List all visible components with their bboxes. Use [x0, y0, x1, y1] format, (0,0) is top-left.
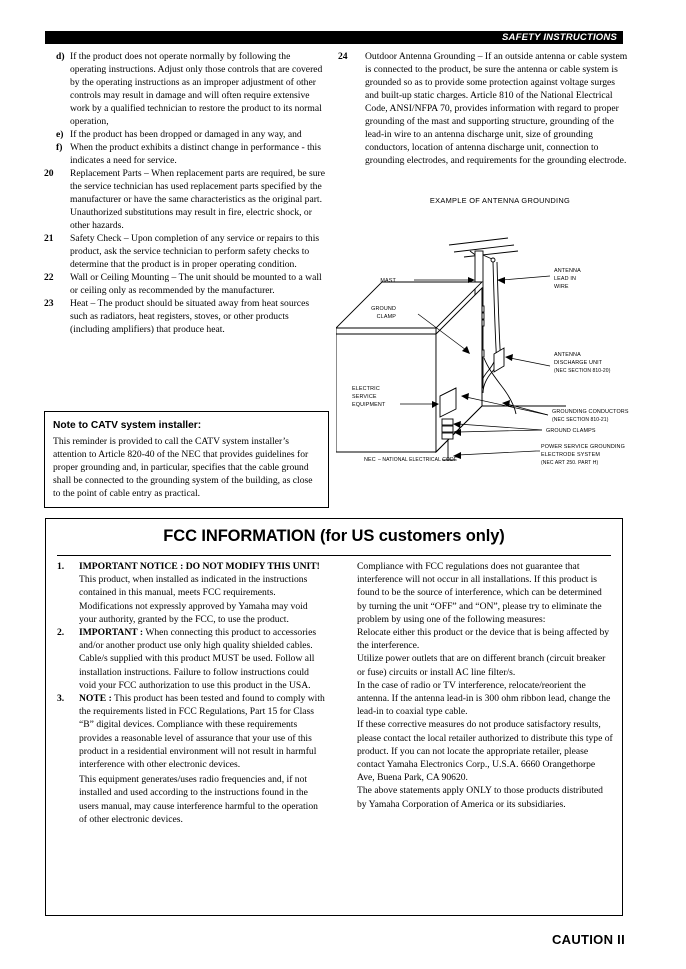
antenna-discharge-unit-box — [494, 348, 504, 372]
list-item — [44, 167, 327, 232]
discharge-unit-label-line3: (NEC SECTION 810-20) — [554, 368, 611, 374]
list-marker: d) — [56, 51, 65, 62]
catv-note-title: Note to CATV system installer: — [53, 420, 202, 431]
catv-note-body: This reminder is provided to call the CATV system installer’s attention to Article 820-40 of the NEC that provides guidelines for proper grounding and, in particular, specifies that the cable ground shall be connected to the grounding system of the building, as close to the point of cable entry as practical. — [53, 436, 313, 499]
list-marker: f) — [56, 142, 63, 153]
fcc-item-text-2: This equipment generates/uses radio frequencies and, if not installed and used according to the instructions found in the users manual, may cause interference harmful to the operation of other electronic devices. — [79, 774, 318, 825]
fcc-item-text: This product has been tested and found to comply with the requirements listed in FCC Regulations, Part 15 for Class “B” digital devices. Compliance with these requirements provides a reasonable level of assurance that your use of this product in a residential environment will not result in harmful interference with other electronic devices. — [79, 693, 325, 771]
antenna-lead-label-line3: WIRE — [554, 284, 569, 290]
nec-footnote-prefix: NEC — [364, 457, 376, 463]
nec-footnote-label: – NATIONAL ELECTRICAL CODE — [378, 457, 458, 463]
fcc-item-heading: NOTE : — [79, 693, 112, 705]
list-item — [44, 232, 327, 271]
fcc-list-body — [79, 560, 325, 626]
antenna-grounding-diagram — [336, 196, 656, 466]
list-text: Safety Check – Upon completion of any service or repairs to this product, ask the service technician to perform safety checks to determine that the product is in proper operating condition. — [70, 233, 320, 270]
fcc-item-text: When connecting this product to accessories and/or another product use only high quality shielded cables. Cable/s supplied with this product MUST be used. Follow all installation instructions. Failure to follow instructions could void your FCC authorization to use this product in the USA. — [79, 627, 317, 691]
list-marker: 24 — [338, 51, 348, 62]
fcc-list-item — [57, 692, 325, 826]
antenna-icon — [449, 238, 518, 260]
electric-service-label-line1: ELECTRIC — [352, 386, 380, 392]
power-service-label-line1: POWER SERVICE GROUNDING — [541, 444, 625, 450]
ground-clamps-label: GROUND CLAMPS — [546, 428, 596, 434]
fcc-list-body — [79, 692, 325, 826]
page-header-title: SAFETY INSTRUCTIONS — [502, 32, 617, 43]
mast-label: MAST — [380, 278, 396, 284]
ground-clamp-label-line1: GROUND — [371, 306, 396, 312]
electric-service-label-line3: EQUIPMENT — [352, 402, 386, 408]
page-footer: CAUTION II — [551, 932, 625, 947]
fcc-paragraph: Compliance with FCC regulations does not guarantee that interference will not occur in all installations. If this product is found to be the source of interference, which can be determined by turning the unit “OFF” and “ON”, please try to eliminate the problem by using one of the following measures: — [357, 561, 602, 625]
grounding-conductors-label-line2: (NEC SECTION 810-21) — [552, 417, 609, 423]
list-item — [338, 50, 628, 167]
antenna-lead-label-line1: ANTENNA — [554, 268, 581, 274]
ground-clamps-base — [442, 419, 453, 439]
discharge-unit-label-line2: DISCHARGE UNIT — [554, 360, 603, 366]
fcc-title-divider — [57, 555, 611, 556]
list-item — [44, 271, 327, 297]
list-item — [44, 128, 327, 141]
page-header-bar — [45, 31, 623, 44]
fcc-paragraph: The above statements apply ONLY to those products distributed by Yamaha Corporation of America or its subsidiaries. — [357, 785, 603, 810]
list-marker: 20 — [44, 168, 54, 179]
list-marker: 22 — [44, 272, 54, 283]
list-text: When the product exhibits a distinct change in performance - this indicates a need for service. — [70, 142, 321, 166]
left-column-safety-list — [44, 50, 327, 336]
fcc-paragraph: Relocate either this product or the device that is being affected by the interference. — [357, 627, 610, 652]
fcc-right-column — [357, 560, 613, 811]
list-text: Replacement Parts – When replacement parts are required, be sure the service technician has used replacement parts specified by the manufacturer or have the same characteristics as the original part. Unauthorized substitutions may result in fire, electric shock, or other hazards. — [70, 168, 326, 231]
fcc-list-item — [57, 560, 325, 626]
discharge-unit-label-line1: ANTENNA — [554, 352, 581, 358]
list-item — [44, 50, 327, 128]
list-marker: e) — [56, 129, 64, 140]
fcc-title: FCC INFORMATION (for US customers only) — [163, 527, 505, 545]
fcc-item-text: This product, when installed as indicated in the instructions contained in this manual, meets FCC requirements. Modifications not expressly approved by Yamaha may void your authority, granted by the FCC, to use the product. — [79, 574, 308, 625]
list-marker: 21 — [44, 233, 54, 244]
fcc-list-item — [57, 626, 325, 692]
ground-clamp-label-line2: CLAMP — [376, 314, 396, 320]
power-service-label-line2: ELECTRODE SYSTEM — [541, 452, 601, 458]
list-item — [44, 141, 327, 167]
fcc-paragraph: In the case of radio or TV interference, relocate/reorient the antenna. If the antenna lead-in is 300 ohm ribbon lead, change the lead-in to coaxial type cable. — [357, 679, 611, 718]
list-item — [44, 297, 327, 336]
fcc-list-marker: 3. — [57, 693, 65, 705]
grounding-conductors-label-line1: GROUNDING CONDUCTORS — [552, 409, 629, 415]
list-text: Outdoor Antenna Grounding – If an outside antenna or cable system is connected to the product, be sure the antenna or cable system is grounded so as to provide some protection against voltage surges and built-up static charges. Article 810 of the National Electrical Code, ANSI/NFPA 70, provides information with regard to proper grounding of the mast and supporting structure, grounding of the lead-in wire to an antenna discharge unit, size of grounding conductors, location of antenna discharge unit, connection to grounding electrodes, and requirements for the grounding electrode. — [365, 51, 628, 166]
fcc-item-heading: IMPORTANT NOTICE : DO NOT MODIFY THIS UNIT! — [79, 561, 320, 572]
fcc-list-marker: 1. — [57, 561, 65, 572]
fcc-list-marker: 2. — [57, 627, 65, 639]
list-marker: 23 — [44, 298, 54, 309]
fcc-paragraph: Utilize power outlets that are on different branch (circuit breaker or fuse) circuits or install AC line filter/s. — [357, 653, 606, 678]
fcc-item-heading: IMPORTANT : — [79, 627, 144, 639]
fcc-information-box — [45, 518, 623, 916]
catv-note-box — [44, 411, 329, 508]
fcc-list-body — [79, 626, 325, 692]
list-text: Wall or Ceiling Mounting – The unit should be mounted to a wall or ceiling only as recommended by the manufacturer. — [70, 272, 322, 296]
power-service-label-line3: (NEC ART 250. PART H) — [541, 460, 599, 466]
list-text: If the product has been dropped or damaged in any way, and — [70, 129, 302, 140]
list-text: Heat – The product should be situated away from heat sources such as radiators, heat registers, stoves, or other products (including amplifiers) that produce heat. — [70, 298, 310, 335]
right-column-safety-list — [338, 50, 628, 167]
list-text: If the product does not operate normally by following the operating instructions. Adjust only those controls that are covered by the operating instructions as an improper adjustment of other controls may result in damage and will often require extensive work by a qualified technician to restore the product to its normal operation, — [70, 51, 323, 127]
electric-service-label-line2: SERVICE — [352, 394, 377, 400]
antenna-lead-label-line2: LEAD IN — [554, 276, 577, 282]
diagram-drawing — [336, 208, 656, 466]
fcc-left-column — [57, 560, 325, 826]
diagram-caption: EXAMPLE OF ANTENNA GROUNDING — [429, 196, 571, 205]
fcc-paragraph: If these corrective measures do not produce satisfactory results, please contact the local retailer authorized to distribute this type of product. If you can not locate the appropriate retailer, please contact Yamaha Electronics Corp., U.S.A. 6660 Orangethorpe Ave, Buena Park, CA 90620. — [357, 719, 613, 784]
